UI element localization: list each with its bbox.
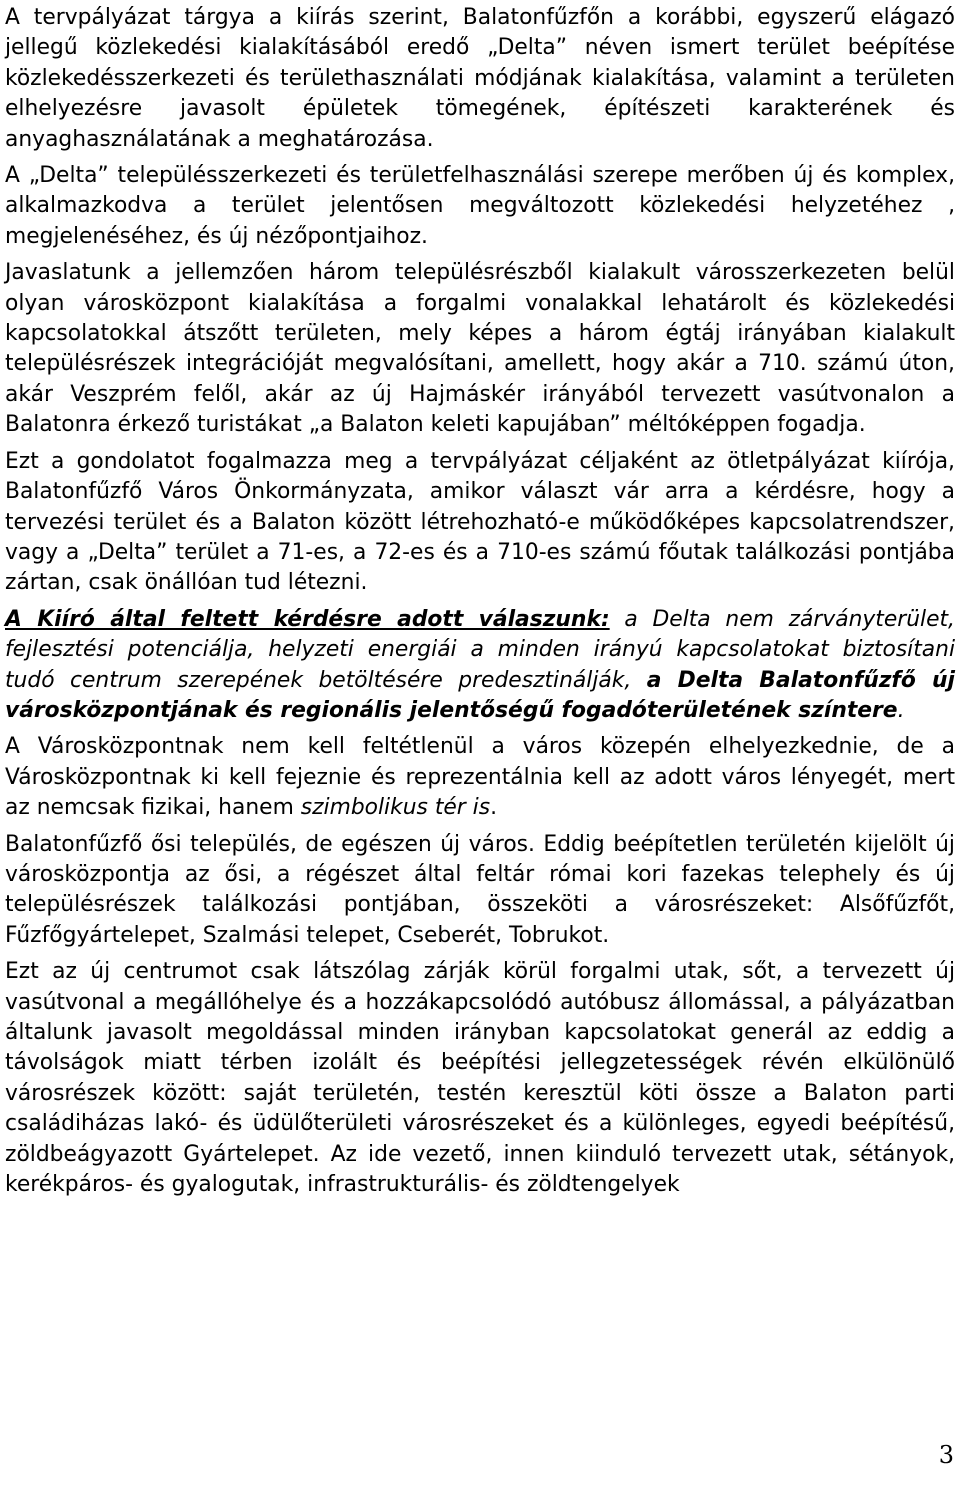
paragraph-6-end: .: [490, 795, 498, 821]
paragraph-8: Ezt az új centrumot csak látszólag zárják körül forgalmi utak, sőt, a tervezett új vasútvonal a megállóhelye és a hozzákapcsolódó autóbusz állomással, a pályázatban általunk javasolt megoldással minden irányban kapcsolatokat generál az eddig a távolságok miatt térben izolált és beépítési jellegzetességek révén elkülönülő városrészek között: saját területén, testén keresztül köti össze a Balaton parti családiházas lakó- és üdülőterületi városrészeket és a különleges, egyedi beépítésű, zöldbeágyazott Gyártelepet. Az ide vezető, innen kiinduló tervezett utak, sétányok, kerékpáros- és gyalogutak, infrastrukturális- és zöldtengelyek: [5, 959, 955, 1198]
paragraph-2: A „Delta” településszerkezeti és területfelhasználási szerepe merőben új és komplex, alkalmazkodva a terület jelentősen megváltozott közlekedési helyzetéhez , megjelenéséhez, és új nézőpontjaihoz.: [5, 163, 955, 249]
answer-lead: A Kiíró által feltett kérdésre adott válaszunk:: [5, 606, 610, 632]
paragraph-1: A tervpályázat tárgya a kiírás szerint, Balatonfűzfőn a korábbi, egyszerű elágazó jellegű közlekedési kialakításából eredő „Delta” néven ismert terület beépítése közlekedésszerkezeti és területhasználati módjának kialakítása, valamint a területen elhelyezésre javasolt épületek tömegének, építészeti karakterének és anyaghasználatának a meghatározása.: [5, 5, 955, 152]
paragraph-3: Javaslatunk a jellemzően három településrészből kialakult városszerkezeten belül olyan városközpont kialakítása a forgalmi vonalakkal lehatárolt és közlekedési kapcsolatokkal átszőtt területen, mely képes a három égtáj irányában kialakult településrészek integrációját megvalósítani, amellett, hogy akár a 710. számú úton, akár Veszprém felől, akár az új Hajmáskér irányából tervezett vasútvonalon a Balatonra érkező turistákat „a Balaton keleti kapujában” méltóképpen fogadja.: [5, 260, 955, 438]
paragraph-6: [5, 732, 955, 823]
paragraph-7: Balatonfűzfő ősi település, de egészen új város. Eddig beépítetlen területén kijelölt új városközpontja az ősi, a régészet által feltár római kori fazekas telephely és új településrészek találkozási pontjában, összeköti a városrészeket: Alsőfűzfőt, Fűzfőgyártelepet, Szalmási telepet, Cseberét, Tobrukot.: [5, 831, 955, 948]
paragraph-6-italic: szimbolikus tér is: [300, 795, 491, 821]
paragraph-6-text: A Városközpontnak nem kell feltétlenül a város közepén elhelyezkednie, de a Városközpontnak ki kell fejeznie és reprezentálnia kell az adott város lényegét, mert az nemcsak fizikai, hanem: [5, 734, 955, 821]
answer-end: .: [897, 697, 905, 723]
paragraph-4: Ezt a gondolatot fogalmazza meg a tervpályázat céljaként az ötletpályázat kiírója, Balatonfűzfő Város Önkormányzata, amikor választ vár arra a kérdésre, hogy a tervezési terület és a Balaton között létrehozható-e működőképes kapcsolatrendszer, vagy a „Delta” terület a 71-es, a 72-es és a 710-es számú főutak találkozási pontjába zártan, csak önállóan tud létezni.: [5, 448, 955, 596]
answer-text: a Delta nem zárványterület, fejlesztési potenciálja, helyzeti energiái a minden irányú kapcsolatokat biztosítani tudó centrum szerepének betöltésére predesztinálják,: [5, 606, 955, 693]
paragraph-5-answer: [5, 605, 955, 727]
page-number: 3: [938, 1441, 954, 1469]
answer-highlight: a Delta Balatonfűzfő új városközpontjának és regionális jelentőségű fogadóterületének színtere: [5, 667, 956, 723]
document-body: [5, 3, 955, 1206]
